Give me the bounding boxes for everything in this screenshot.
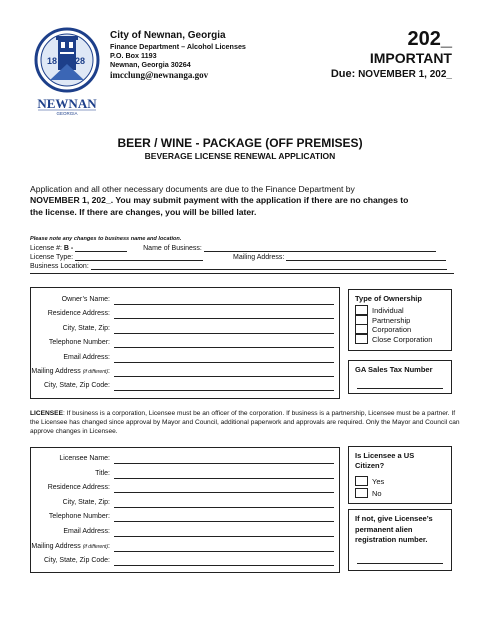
licensee-input-3[interactable]: [114, 499, 334, 508]
licensee-input-1[interactable]: [114, 470, 334, 479]
alien-number-field[interactable]: [357, 556, 443, 564]
licensee-info-box: [30, 447, 340, 573]
licensee-input-2[interactable]: [114, 484, 334, 493]
owner-input-2[interactable]: [114, 325, 334, 334]
licensee-body: : If business is a corporation, Licensee must be an officer of the corporation. If business is a partnership, Licensee must be a partner. If the Licensee has changed since approval by Mayor and Council, additional paperwork and approvals are required. Only the Mayor and Council can approve changes in Licensee.: [30, 410, 460, 435]
owner-label-5: Mailing Address (if different):: [31, 368, 110, 375]
licensee-label-7: City, State, Zip Code:: [43, 557, 110, 565]
ownership-checkbox-3[interactable]: [355, 334, 368, 344]
owner-input-4[interactable]: [114, 354, 334, 363]
license-number-value: B -: [63, 245, 74, 252]
business-name-label: Name of Business:: [143, 245, 202, 252]
citizen-checkbox-1[interactable]: [355, 488, 368, 498]
licensee-paragraph: [30, 410, 460, 436]
seal-year-right: 28: [75, 56, 86, 66]
form-title: BEER / WINE - PACKAGE (OFF PREMISES): [117, 136, 363, 150]
city-seal-logo: [30, 24, 104, 116]
licensee-input-4[interactable]: [114, 513, 334, 522]
owner-label-1: Residence Address:: [47, 310, 110, 318]
ownership-option-1: Partnership: [372, 315, 411, 325]
owner-input-0[interactable]: [114, 296, 334, 305]
alien-registration-box: [348, 509, 452, 571]
alien-title: If not, give Licensee’s permanent alien registration number.: [355, 514, 433, 544]
form-number: 202_: [407, 28, 452, 50]
logo-state: GEORGIA: [56, 111, 78, 116]
citizen-checkbox-0[interactable]: [355, 476, 368, 486]
licensee-input-6[interactable]: [114, 543, 334, 552]
city-name: City of Newnan, Georgia: [110, 30, 226, 41]
due-value: NOVEMBER 1, 202_: [358, 69, 452, 80]
license-number-label: License #:: [30, 245, 62, 252]
ownership-checkbox-0[interactable]: [355, 305, 368, 315]
seal-year-left: 18: [47, 56, 58, 66]
licensee-label-0: Licensee Name:: [59, 455, 110, 462]
intro-line-1: Application and all other necessary documents are due to the Finance Department by: [30, 184, 355, 194]
ownership-option-3: Close Corporation: [372, 334, 433, 344]
due-date: [331, 68, 452, 80]
owner-label-4: Email Address:: [63, 353, 110, 361]
licensee-label-5: Email Address:: [63, 528, 110, 535]
sales-tax-title: GA Sales Tax Number: [355, 365, 433, 374]
license-type-row: [30, 253, 446, 261]
ownership-title: Type of Ownership: [355, 294, 422, 303]
owner-input-3[interactable]: [114, 339, 334, 348]
business-location-label: Business Location:: [30, 263, 89, 270]
logo-name: NEWNAN: [37, 96, 97, 111]
business-location-field[interactable]: [91, 262, 447, 270]
intro-paragraph: [30, 184, 460, 218]
licensee-label-6: Mailing Address (if different):: [31, 542, 110, 550]
license-number-row: [30, 244, 436, 252]
business-location-row: [30, 262, 447, 270]
ownership-option-2: Corporation: [372, 325, 412, 335]
licensee-input-7[interactable]: [114, 557, 334, 566]
license-number-field[interactable]: [75, 244, 127, 252]
licensee-label-3: City, State, Zip:: [62, 498, 110, 506]
licensee-lead: LICENSEE: [30, 410, 63, 417]
sales-tax-field[interactable]: [357, 381, 443, 389]
intro-line-2: NOVEMBER 1, 202_. You may submit payment with the application if there are no changes to: [30, 195, 409, 206]
divider: [30, 273, 454, 274]
citizen-option-1: No: [372, 488, 382, 498]
ownership-checkbox-1[interactable]: [355, 315, 368, 325]
owner-label-0: Owner’s Name:: [61, 296, 110, 303]
business-name-field[interactable]: [204, 244, 436, 252]
important-label: IMPORTANT: [369, 50, 452, 66]
citizen-option-0: Yes: [372, 477, 385, 486]
form-subtitle: BEVERAGE LICENSE RENEWAL APPLICATION: [144, 151, 336, 161]
owner-label-3: Telephone Number:: [48, 339, 110, 347]
mailing-address-field[interactable]: [286, 253, 446, 261]
due-label: Due:: [330, 68, 356, 80]
changes-note: Please note any changes to business name and location.: [30, 236, 182, 242]
licensee-label-4: Telephone Number:: [48, 513, 110, 521]
sales-tax-box: [348, 360, 452, 394]
license-type-field[interactable]: [75, 253, 203, 261]
license-type-label: License Type:: [30, 254, 74, 261]
licensee-input-5[interactable]: [114, 528, 334, 537]
department: Finance Department – Alcohol Licenses: [110, 42, 246, 51]
owner-input-1[interactable]: [114, 310, 334, 319]
licensee-label-2: Residence Address:: [47, 484, 110, 492]
owner-label-6: City, State, Zip Code:: [43, 382, 110, 390]
organization-info: [110, 30, 246, 80]
licensee-label-1: Title:: [95, 469, 110, 477]
mailing-address-label: Mailing Address:: [232, 254, 285, 261]
city-zip: Newnan, Georgia 30264: [110, 60, 191, 70]
ownership-checkbox-2[interactable]: [355, 324, 368, 334]
citizen-title: Is Licensee a US Citizen?: [355, 451, 415, 470]
email-address: imcclung@newnanga.gov: [110, 69, 209, 80]
owner-input-5[interactable]: [114, 368, 334, 377]
owner-input-6[interactable]: [114, 382, 334, 391]
po-box: P.O. Box 1193: [110, 51, 157, 61]
owner-label-2: City, State, Zip:: [62, 324, 110, 332]
intro-line-3: the license. If there are changes, you will be billed later.: [30, 206, 257, 217]
licensee-input-0[interactable]: [114, 455, 334, 464]
ownership-option-0: Individual: [372, 306, 404, 315]
